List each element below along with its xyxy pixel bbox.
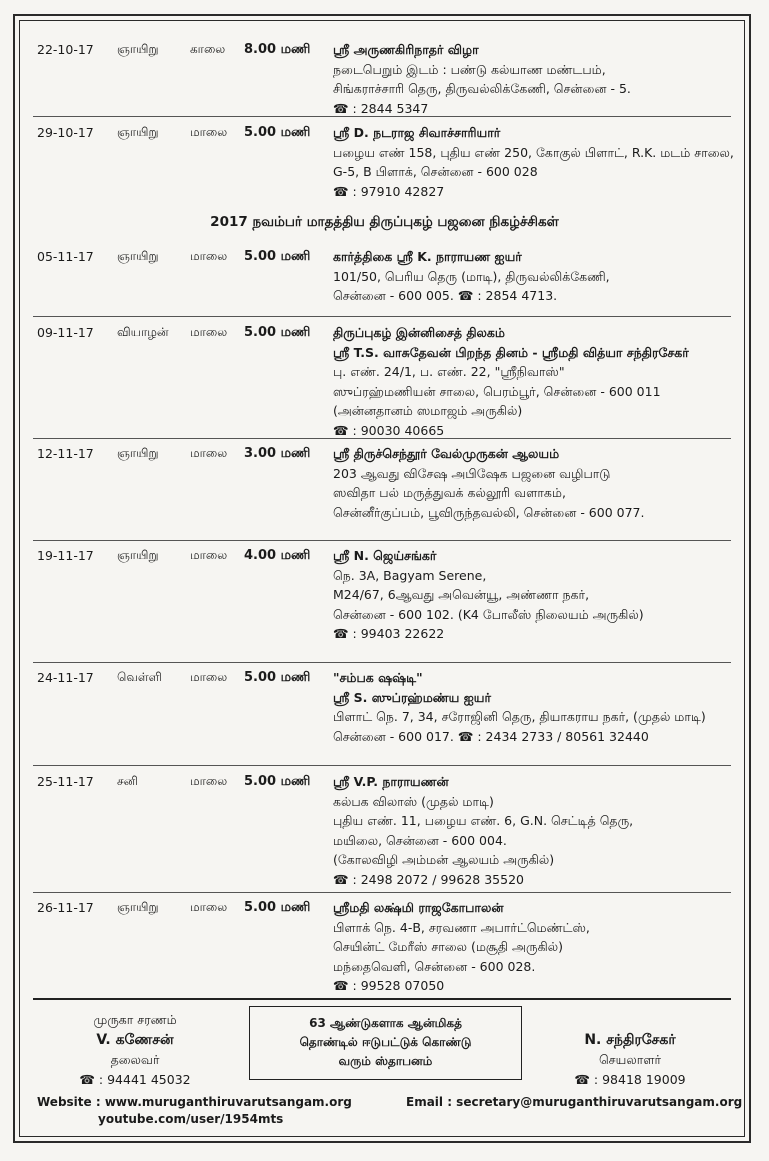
event-time: 5.00 மணி [244,325,311,340]
event-detail-line: புதிய எண். 11, பழைய எண். 6, G.N. செட்டித் தெரு, [333,813,634,828]
event-day: ஞாயிறு [117,446,159,460]
event-host: திருப்புகழ் இன்னிசைத் திலகம் [333,325,505,340]
event-detail-line: சென்னை - 600 017. ☎ : 2434 2733 / 80561 32440 [333,728,649,744]
event-details [333,668,733,746]
event-detail-line: ☎ : 2844 5347 [333,100,429,116]
event-detail-line: ☎ : 2498 2072 / 99628 35520 [333,871,524,887]
secretary-phone: ☎ : 98418 19009 [574,1072,686,1087]
youtube-link[interactable]: youtube.com/user/1954mts [98,1112,284,1126]
event-detail-line: M24/67, 6ஆவது அவென்யூ, அண்ணா நகர், [333,587,590,602]
event-details [333,123,733,201]
event-details [333,247,733,306]
event-detail-line: சென்னை - 600 005. ☎ : 2854 4713. [333,288,558,303]
president-signature [40,1010,230,1090]
event-time: 4.00 மணி [244,548,311,563]
president-phone: ☎ : 94441 45032 [79,1072,191,1087]
organization-tagline-box [249,1006,522,1080]
event-session: மாலை [190,900,228,914]
row-divider [33,316,731,317]
row-divider [33,438,731,439]
event-detail-line: செயின்ட் மேரீஸ் சாலை (மசூதி அருகில்) [333,939,564,954]
secretary-signature [530,1030,730,1090]
event-day: ஞாயிறு [117,548,159,562]
tagline-line: வரும் ஸ்தாபனம் [338,1054,433,1068]
event-detail-line: ஸுப்ரஹ்மணியன் சாலை, பெரம்பூர், சென்னை - 600 011 [333,383,661,399]
event-time: 8.00 மணி [244,42,311,57]
event-details [333,40,733,118]
tagline-line: தொண்டில் ஈடுபட்டுக் கொண்டு [299,1035,472,1049]
event-time: 5.00 மணி [244,900,311,915]
event-day: ஞாயிறு [117,42,159,56]
event-host: ஸ்ரீ N. ஜெய்சங்கர் [333,548,437,563]
event-date: 29-10-17 [37,125,94,140]
event-detail-line: ஸவிதா பல் மருத்துவக் கல்லூரி வளாகம், [333,485,566,500]
event-detail-line: கல்பக விலாஸ் (முதல் மாடி) [333,793,494,809]
event-day: ஞாயிறு [117,900,159,914]
event-session: மாலை [190,325,228,339]
event-detail-line: ☎ : 99403 22622 [333,626,445,641]
event-detail-line: நடைபெறும் இடம் : பண்டு கல்யாண மண்டபம், [333,61,606,77]
event-date: 19-11-17 [37,548,94,563]
secretary-name: N. சந்திரசேகர் [584,1032,676,1048]
event-time: 5.00 மணி [244,125,311,140]
event-detail-line: சென்னை - 600 102. (K4 போலீஸ் நிலையம் அருகில்) [333,606,644,622]
event-detail-line: பழைய எண் 158, புதிய எண் 250, கோகுல் பிளாட், R.K. மடம் சாலை, [333,144,734,160]
event-detail-line: சிங்கராச்சாரி தெரு, திருவல்லிக்கேணி, சென்னை - 5. [333,81,631,96]
event-day: ஞாயிறு [117,125,159,139]
event-host: ஸ்ரீ திருச்செந்தூர் வேல்முருகன் ஆலயம் [333,446,560,461]
tagline-line: 63 ஆண்டுகளாக ஆன்மிகத் [309,1016,462,1030]
event-details [333,546,733,644]
event-time: 5.00 மணி [244,249,311,264]
website-link[interactable]: Website : www.muruganthiruvarutsangam.org [37,1095,352,1109]
event-detail-line: G-5, B பிளாக், சென்னை - 600 028 [333,164,538,179]
event-session: மாலை [190,774,228,788]
event-date: 22-10-17 [37,42,94,57]
event-detail-line: ☎ : 97910 42827 [333,183,445,199]
event-detail-line: மந்தைவெளி, சென்னை - 600 028. [333,958,536,974]
event-detail-line: சென்னீர்குப்பம், பூவிருந்தவல்லி, சென்னை - 600 077. [333,504,645,520]
event-host: "சம்பக ஷஷ்டி" [333,670,423,685]
row-divider [33,765,731,766]
event-detail-line: நெ. 3A, Bagyam Serene, [333,567,487,583]
event-session: மாலை [190,548,228,562]
event-host: ஸ்ரீமதி லக்ஷ்மி ராஜகோபாலன் [333,900,504,915]
email-link[interactable]: Email : secretary@muruganthiruvarutsangam.org [406,1095,743,1109]
event-detail-line: (அன்னதானம் ஸமாஜம் அருகில்) [333,403,523,418]
event-detail-line: 203 ஆவது விசேஷ அபிஷேக பஜனை வழிபாடு [333,465,611,481]
event-day: சனி [117,774,138,788]
event-date: 12-11-17 [37,446,94,461]
event-detail-line: ☎ : 90030 40665 [333,422,445,438]
section-title: 2017 நவம்பர் மாதத்திய திருப்புகழ் பஜனை நிகழ்ச்சிகள் [210,214,559,230]
event-host: ஸ்ரீ D. நடராஜ சிவாச்சாரியார் [333,125,501,140]
event-session: மாலை [190,249,228,263]
event-detail-line: பிளாட் நெ. 7, 34, சரோஜினி தெரு, தியாகராய நகர், (முதல் மாடி) [333,709,706,724]
event-details [333,323,733,440]
row-divider [33,116,731,117]
event-details [333,444,733,522]
event-time: 3.00 மணி [244,446,311,461]
event-session: மாலை [190,670,228,684]
event-detail-line: (கோலவிழி அம்மன் ஆலயம் அருகில்) [333,852,555,867]
secretary-role: செயலாளர் [598,1052,662,1067]
event-details [333,898,733,996]
event-detail-line: பு. எண். 24/1, ப. எண். 22, "ஸ்ரீநிவாஸ்" [333,364,565,379]
greeting: முருகா சரணம் [93,1012,177,1027]
event-host: கார்த்திகை ஸ்ரீ K. நாராயண ஐயர் [333,249,522,264]
event-day: ஞாயிறு [117,249,159,263]
event-session: மாலை [190,446,228,460]
event-detail-line: மயிலை, சென்னை - 600 004. [333,832,507,848]
event-host: ஸ்ரீ அருணகிரிநாதர் விழா [333,42,479,57]
event-host: ஸ்ரீ V.P. நாராயணன் [333,774,449,789]
president-name: V. கணேசன் [96,1032,174,1048]
event-date: 25-11-17 [37,774,94,789]
event-detail-line: 101/50, பெரிய தெரு (மாடி), திருவல்லிக்கேணி, [333,268,610,284]
event-detail-line: ஸ்ரீ S. ஸுப்ரஹ்மண்ய ஐயர் [333,689,492,705]
footer-divider [33,998,731,1000]
event-time: 5.00 மணி [244,774,311,789]
event-date: 05-11-17 [37,249,94,264]
event-session: மாலை [190,125,228,139]
event-detail-line: பிளாக் நெ. 4-B, சரவணா அபார்ட்மெண்ட்ஸ், [333,919,590,935]
event-detail-line: ஸ்ரீ T.S. வாசுதேவன் பிறந்த தினம் - ஸ்ரீமதி வித்யா சந்திரசேகர் [333,344,689,360]
event-day: வெள்ளி [117,670,162,684]
event-details [333,772,733,889]
event-date: 24-11-17 [37,670,94,685]
row-divider [33,662,731,663]
president-role: தலைவர் [110,1052,160,1067]
event-detail-line: ☎ : 99528 07050 [333,978,445,993]
row-divider [33,540,731,541]
event-date: 26-11-17 [37,900,94,915]
event-session: காலை [190,42,226,56]
row-divider [33,892,731,893]
event-time: 5.00 மணி [244,670,311,685]
event-date: 09-11-17 [37,325,94,340]
event-day: வியாழன் [117,325,169,339]
